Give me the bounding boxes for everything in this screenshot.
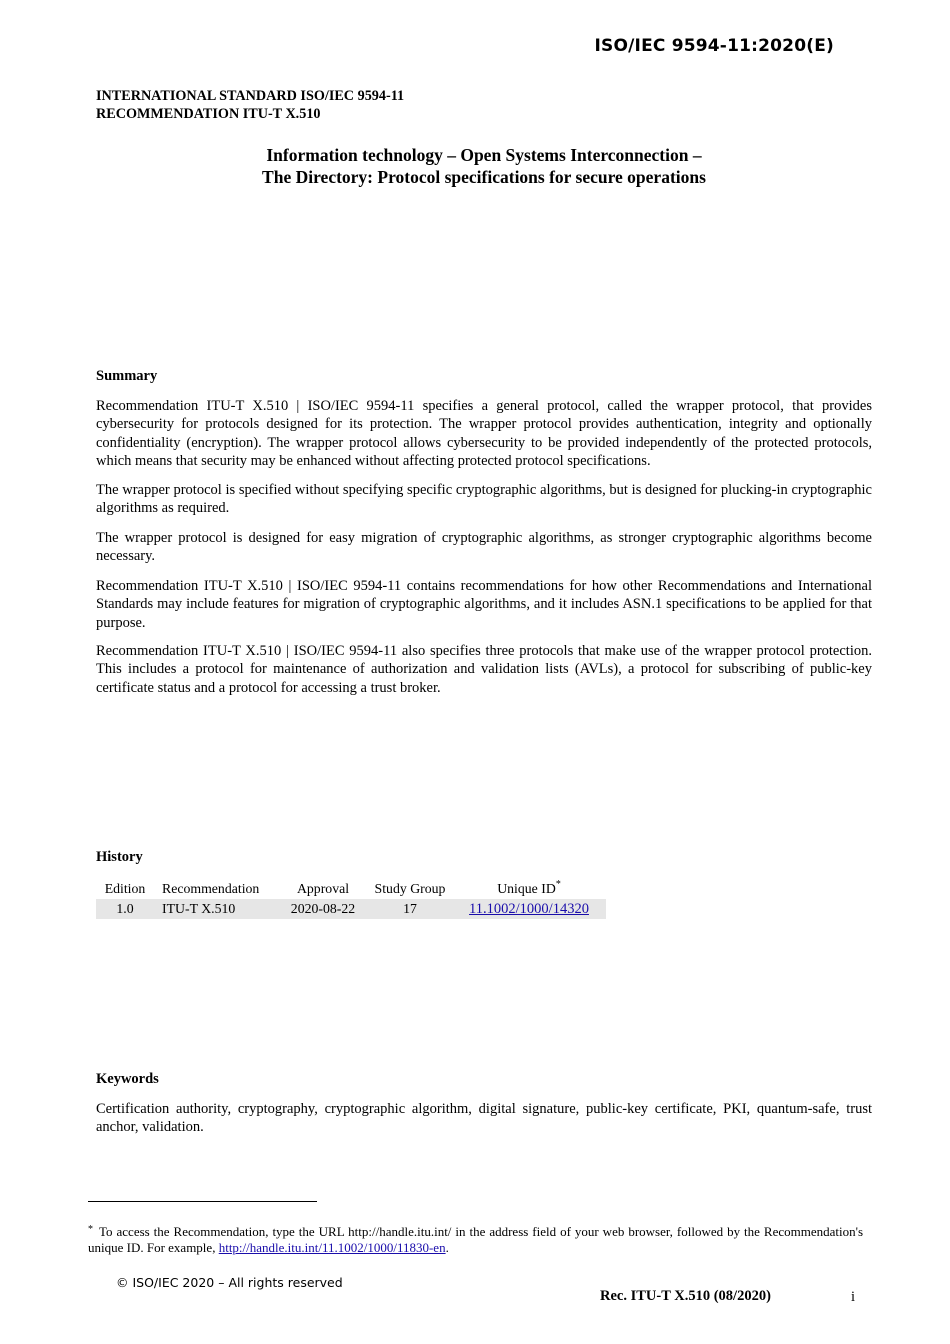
cell-recommendation: ITU-T X.510 <box>154 899 278 919</box>
summary-paragraph: The wrapper protocol is designed for easy migration of cryptographic algorithms, as stronger cryptographic algorithms become necessary. <box>96 530 872 565</box>
unique-id-link[interactable]: 11.1002/1000/14320 <box>469 900 589 917</box>
summary-paragraph: Recommendation ITU-T X.510 | ISO/IEC 9594-11 specifies a general protocol, called the wrapper protocol, that provides cybersecurity for protocols designed for its protection. The wrapper protocol provides authentication, integrity and optionally confidentiality (encryption). The wrapper protocol allows cybersecurity to be provided independently of the protected protocols, which means that security may be enhanced without affecting protected protocol specifications. <box>96 398 872 469</box>
footnote-divider <box>88 1201 317 1202</box>
table-row <box>96 899 606 919</box>
summary-paragraph: Recommendation ITU-T X.510 | ISO/IEC 9594-11 contains recommendations for how other Recommendations and International Standards may include features for migration of cryptographic algorithms, and it includes ASN.1 specifications to be applied for that purpose. <box>96 578 872 631</box>
table-header-row <box>96 875 606 899</box>
recommendation-designation: RECOMMENDATION ITU-T X.510 <box>96 106 321 122</box>
copyright-notice: © ISO/IEC 2020 – All rights reserved <box>116 1275 343 1290</box>
page-title-line-2: The Directory: Protocol specifications for secure operations <box>262 167 706 187</box>
footnote-example-link[interactable]: http://handle.itu.int/11.1002/1000/11830-en <box>218 1240 446 1255</box>
footnote <box>88 1222 863 1256</box>
footnote-end: . <box>445 1240 449 1255</box>
footnote-marker: * <box>555 879 561 890</box>
footnote-text: To access the Recommendation, type the URL http://handle.itu.int/ in the address field of your web browser, followed by the Recommendation's unique ID. For example, <box>88 1224 863 1255</box>
document-id: ISO/IEC 9594-11:2020(E) <box>594 36 834 56</box>
summary-paragraph: Recommendation ITU-T X.510 | ISO/IEC 9594-11 also specifies three protocols that make use of the wrapper protocol protection. This includes a protocol for maintenance of authorization and validation lists (AVLs), a protocol for subscribing of public-key certificate status and a protocol for accessing a trust broker. <box>96 643 872 696</box>
column-header-study-group: Study Group <box>374 881 446 896</box>
column-header-approval: Approval <box>296 881 350 896</box>
history-table <box>96 875 606 919</box>
history-heading: History <box>96 849 143 865</box>
cell-unique-id <box>452 899 606 919</box>
keywords-heading: Keywords <box>96 1071 159 1087</box>
summary-heading: Summary <box>96 368 158 384</box>
recommendation-footer: Rec. ITU-T X.510 (08/2020) <box>600 1288 771 1304</box>
page-number: i <box>851 1289 856 1305</box>
column-header-recommendation: Recommendation <box>162 881 260 896</box>
unique-id-label: Unique ID <box>497 881 556 896</box>
keywords-text: Certification authority, cryptography, cryptographic algorithm, digital signature, public-key certificate, PKI, quantum-safe, trust anchor, validation. <box>96 1101 872 1136</box>
standard-designation: INTERNATIONAL STANDARD ISO/IEC 9594-11 <box>96 88 405 104</box>
cell-approval: 2020-08-22 <box>278 899 368 919</box>
page-title-line-1: Information technology – Open Systems Interconnection – <box>266 145 702 165</box>
column-header-edition: Edition <box>104 881 146 896</box>
footnote-marker: * <box>88 1224 93 1235</box>
column-header-unique-id <box>452 875 606 899</box>
cell-edition: 1.0 <box>96 899 154 919</box>
summary-paragraph: The wrapper protocol is specified without specifying specific cryptographic algorithms, but is designed for plucking-in cryptographic algorithms as required. <box>96 482 872 517</box>
cell-study-group: 17 <box>368 899 452 919</box>
